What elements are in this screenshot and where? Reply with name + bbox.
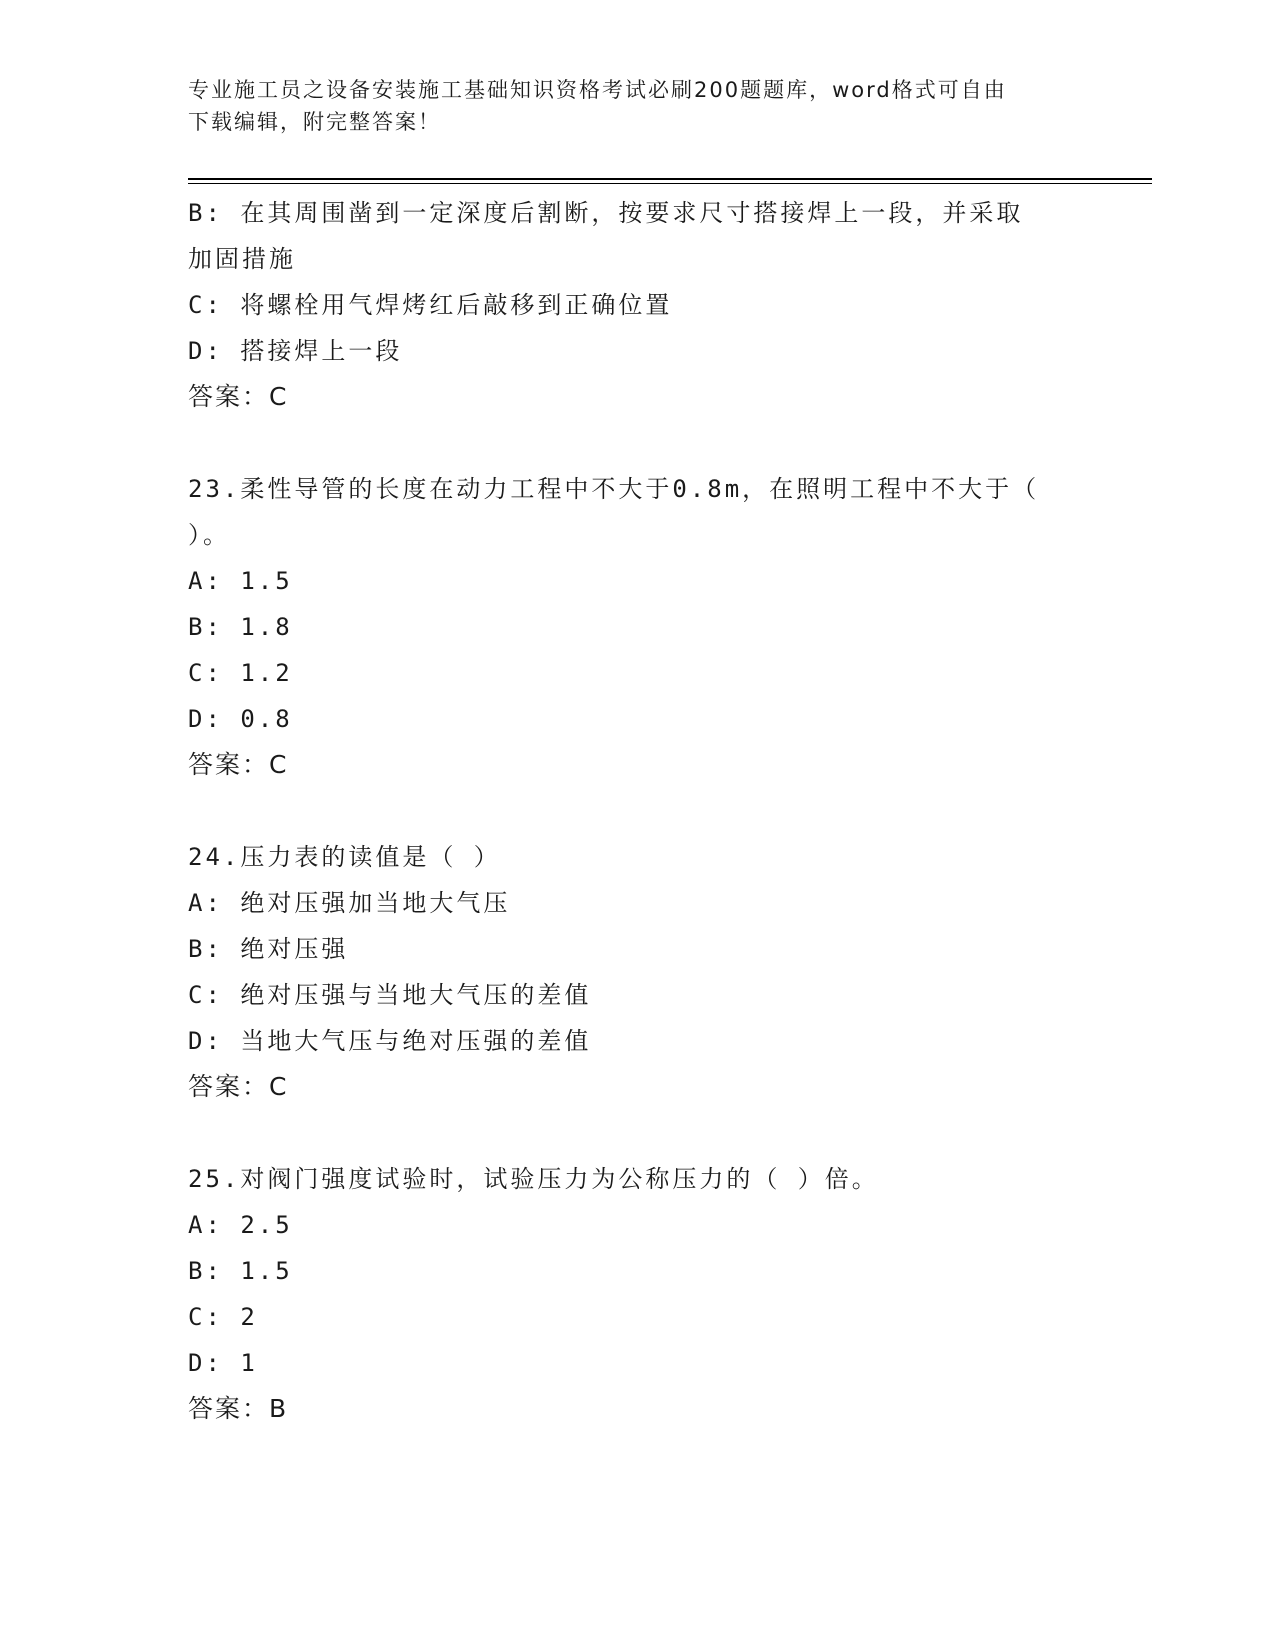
question-24 bbox=[188, 834, 1088, 1110]
option-d: D: 搭接焊上一段 bbox=[188, 337, 403, 365]
answer-line: 答案：C bbox=[188, 750, 289, 779]
option-d: D: 1 bbox=[188, 1349, 258, 1377]
question-stem: 25.对阀门强度试验时，试验压力为公称压力的（ ）倍。 bbox=[188, 1165, 879, 1193]
question-25 bbox=[188, 1156, 1088, 1432]
question-list bbox=[188, 190, 1088, 1432]
question-stem: 24.压力表的读值是（ ） bbox=[188, 843, 501, 871]
answer-line: 答案：C bbox=[188, 1072, 289, 1101]
question-stem: 23.柔性导管的长度在动力工程中不大于0.8m，在照明工程中不大于（ bbox=[188, 475, 1040, 503]
document-header bbox=[188, 74, 1068, 138]
option-d: D: 当地大气压与绝对压强的差值 bbox=[188, 1027, 592, 1055]
option-b: B: 1.8 bbox=[188, 613, 293, 641]
option-c: C: 2 bbox=[188, 1303, 258, 1331]
option-b: B: 1.5 bbox=[188, 1257, 293, 1285]
header-divider-thin bbox=[188, 183, 1152, 184]
option-a: A: 2.5 bbox=[188, 1211, 293, 1239]
question-stem-continued: ）。 bbox=[188, 521, 230, 549]
answer-line: 答案：C bbox=[188, 382, 289, 411]
header-line-2: 下载编辑，附完整答案！ bbox=[188, 110, 441, 134]
option-c: C: 绝对压强与当地大气压的差值 bbox=[188, 981, 592, 1009]
question-22-continued bbox=[188, 190, 1088, 420]
option-b-continued: 加固措施 bbox=[188, 245, 296, 273]
option-a: A: 绝对压强加当地大气压 bbox=[188, 889, 511, 917]
header-divider-thick bbox=[188, 178, 1152, 180]
option-b: B: 在其周围凿到一定深度后割断，按要求尺寸搭接焊上一段，并采取 bbox=[188, 199, 1024, 227]
option-c: C: 1.2 bbox=[188, 659, 293, 687]
answer-line: 答案：B bbox=[188, 1394, 289, 1423]
option-a: A: 1.5 bbox=[188, 567, 293, 595]
option-c: C: 将螺栓用气焊烤红后敲移到正确位置 bbox=[188, 291, 673, 319]
option-d: D: 0.8 bbox=[188, 705, 293, 733]
question-23 bbox=[188, 466, 1088, 788]
option-b: B: 绝对压强 bbox=[188, 935, 349, 963]
header-line-1: 专业施工员之设备安装施工基础知识资格考试必刷200题题库，word格式可自由 bbox=[188, 78, 1007, 102]
